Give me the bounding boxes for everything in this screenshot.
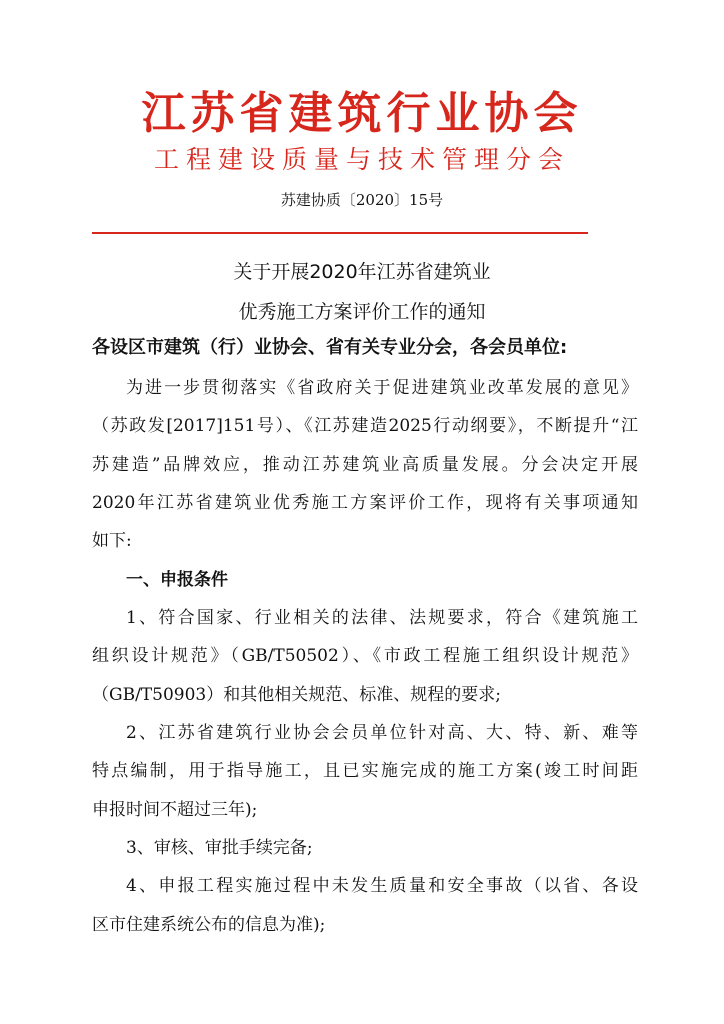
- notice-title-line-2: 优秀施工方案评价工作的通知: [238, 301, 486, 323]
- body-line: 1、符合国家、行业相关的法律、法规要求，符合《建筑施工: [126, 608, 638, 628]
- document-number: 苏建协质〔2020〕15号: [280, 191, 444, 209]
- body-line: （苏政发[2017]151号）、《江苏建造2025行动纲要》，不断提升“江: [92, 416, 638, 436]
- section-heading: 一、申报条件: [126, 570, 228, 590]
- body-line: 2、江苏省建筑行业协会会员单位针对高、大、特、新、难等: [126, 723, 638, 743]
- body-line: 特点编制，用于指导施工，且已实施完成的施工方案(竣工时间距: [92, 761, 638, 781]
- notice-title-line-1: 关于开展2020年江苏省建筑业: [233, 261, 491, 283]
- body-line: 4、申报工程实施过程中未发生质量和安全事故（以省、各设: [126, 876, 638, 896]
- issuing-organization: 江苏省建筑行业协会: [141, 88, 583, 139]
- body-line: 为进一步贯彻落实《省政府关于促进建筑业改革发展的意见》: [126, 378, 638, 398]
- salutation: 各设区市建筑（行）业协会、省有关专业分会，各会员单位:: [92, 337, 568, 358]
- body-line: 苏建造”品牌效应，推动江苏建筑业高质量发展。分会决定开展: [92, 455, 638, 475]
- red-divider: [92, 232, 588, 234]
- body-line: 3、审核、审批手续完备;: [126, 838, 313, 858]
- body-line: 2020年江苏省建筑业优秀施工方案评价工作，现将有关事项通知: [92, 493, 638, 513]
- body-line: 申报时间不超过三年);: [92, 800, 258, 820]
- body-line: 如下:: [92, 531, 132, 551]
- body-line: 组织设计规范》（GB/T50502）、《市政工程施工组织设计规范》: [92, 646, 638, 666]
- body-line: 区市住建系统公布的信息为准);: [92, 915, 326, 935]
- body-line: （GB/T50903）和其他相关规范、标准、规程的要求;: [92, 685, 501, 705]
- issuing-branch: 工程建设质量与技术管理分会: [153, 145, 570, 174]
